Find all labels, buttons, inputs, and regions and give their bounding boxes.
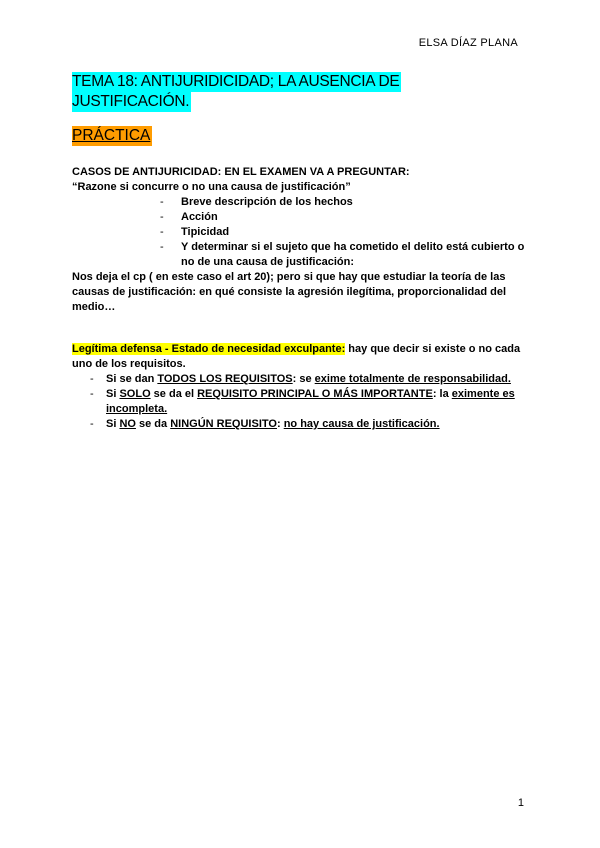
legitima-highlight: Legítima defensa - Estado de necesidad exculpante:: [72, 343, 346, 355]
casos-section: [72, 165, 532, 315]
page-title-line-2: JUSTIFICACIÓN.: [72, 93, 190, 110]
legitima-intro: [72, 342, 532, 372]
underlined-text: NINGÚN REQUISITO: [170, 418, 277, 430]
underlined-text: TODOS LOS REQUISITOS: [157, 373, 293, 385]
bullet: -: [90, 373, 94, 385]
text-run: se da el: [150, 388, 198, 400]
list-item: [72, 372, 532, 387]
list-item-text: Acción: [181, 211, 218, 223]
list-item: [72, 240, 532, 270]
bullet: -: [90, 388, 94, 400]
header-author: ELSA DÍAZ PLANA: [418, 37, 518, 49]
section-label: PRÁCTICA: [72, 127, 151, 144]
list-item: [72, 417, 532, 432]
text-run: se da: [135, 418, 171, 430]
casos-question: “Razone si concurre o no una causa de justificación”: [72, 181, 351, 193]
underlined-text: exime totalmente de responsabilidad.: [314, 373, 511, 385]
bullet: -: [160, 211, 164, 223]
text-run: :: [276, 418, 284, 430]
text-run: Si: [106, 388, 120, 400]
underlined-text: eximente es incompleta.: [106, 388, 515, 415]
list-item: [72, 210, 532, 225]
bullet: -: [160, 226, 164, 238]
casos-paragraph: Nos deja el cp ( en este caso el art 20); pero si que hay que estudiar la teoría de las causas de justificación: en qué consiste la agresión ilegítima, proporcionalidad del medio…: [72, 271, 507, 313]
text-run: : se: [292, 373, 315, 385]
casos-heading: CASOS DE ANTIJURICIDAD: EN EL EXAMEN VA A PREGUNTAR:: [72, 166, 410, 178]
list-item-text: Tipicidad: [181, 226, 230, 238]
list-item-text: Breve descripción de los hechos: [181, 196, 353, 208]
list-item: [72, 225, 532, 240]
text-run: Si: [106, 418, 120, 430]
underlined-text: SOLO: [119, 388, 151, 400]
legitima-intro-rest: hay que decir si existe o no cada uno de los requisitos.: [72, 343, 521, 370]
bullet: -: [160, 241, 164, 253]
underlined-text: NO: [119, 418, 136, 430]
page-title-line-1: TEMA 18: ANTIJURIDICIDAD; LA AUSENCIA DE: [72, 73, 400, 90]
list-item: [72, 195, 532, 210]
legitima-section: [72, 342, 532, 432]
bullet: -: [160, 196, 164, 208]
page-number: 1: [517, 797, 524, 809]
underlined-text: REQUISITO PRINCIPAL O MÁS IMPORTANTE: [197, 388, 433, 400]
requisitos-list: [72, 372, 532, 432]
text-run: : la: [432, 388, 452, 400]
casos-list: [72, 195, 532, 270]
text-run: Si se dan: [106, 373, 158, 385]
underlined-text: no hay causa de justificación.: [283, 418, 440, 430]
list-item-text: Y determinar si el sujeto que ha cometido el delito está cubierto o no de una causa de justificación:: [181, 241, 525, 268]
list-item: [72, 387, 532, 417]
bullet: -: [90, 418, 94, 430]
page-title: [72, 72, 412, 112]
